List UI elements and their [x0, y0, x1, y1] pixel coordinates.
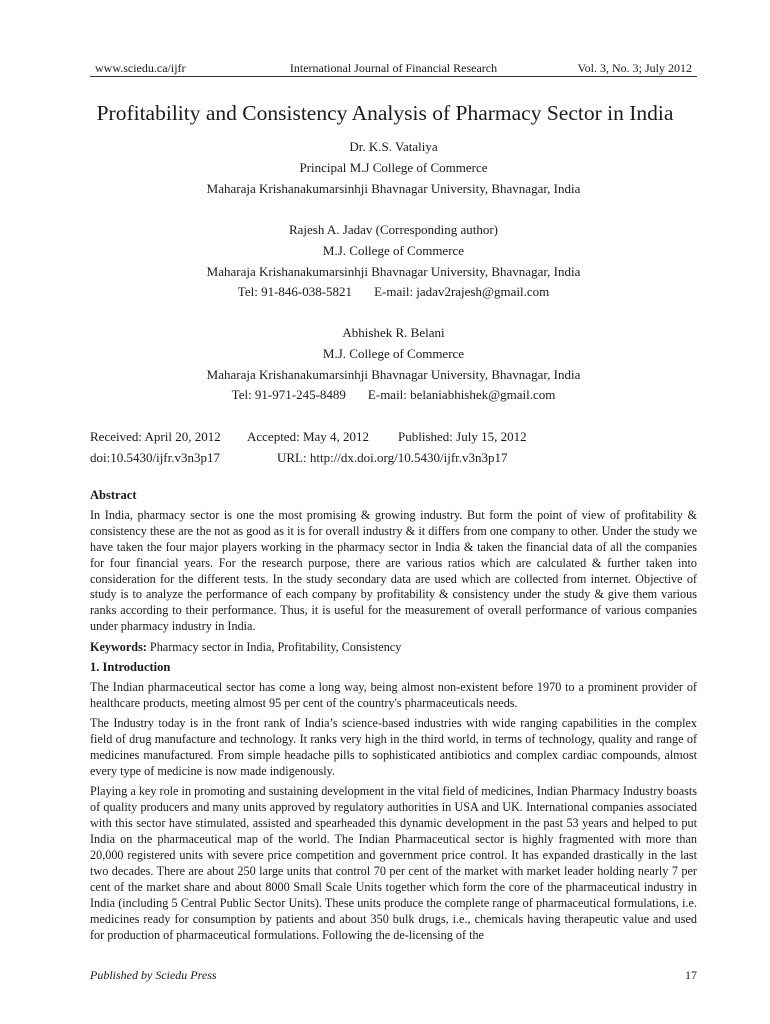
introduction-heading: 1. Introduction — [90, 660, 171, 675]
author-name: Rajesh A. Jadav (Corresponding author) — [288, 222, 499, 237]
paper-title: Profitability and Consistency Analysis of Pharmacy Sector in India — [96, 101, 674, 125]
journal-website-link[interactable]: www.sciedu.ca/ijfr — [95, 61, 186, 75]
page-number: 17 — [685, 968, 697, 982]
intro-paragraph: The Indian pharmaceutical sector has come a long way, being almost non-existent before 1970 to a prominent provider of healthcare products, meeting almost 95 per cent of the country's pharmaceuticals needs. — [90, 679, 697, 710]
author-university: Maharaja Krishanakumarsinhji Bhavnagar University, Bhavnagar, India — [206, 180, 581, 196]
author-university: Maharaja Krishanakumarsinhji Bhavnagar University, Bhavnagar, India — [206, 263, 581, 279]
volume-info: Vol. 3, No. 3; July 2012 — [577, 61, 692, 75]
author-block-1 — [90, 137, 697, 199]
author-block-3 — [90, 323, 697, 406]
author-contact — [90, 385, 697, 406]
journal-name: International Journal of Financial Research — [289, 61, 498, 75]
author-affiliation: Principal M.J College of Commerce — [299, 159, 488, 175]
author-affiliation: M.J. College of Commerce — [322, 345, 465, 361]
author-email-link[interactable]: E-mail: belaniabhishek@gmail.com — [367, 387, 556, 403]
doi: doi:10.5430/ijfr.v3n3p17 — [90, 450, 220, 465]
received-date: Received: April 20, 2012 — [90, 429, 221, 444]
publisher: Published by Sciedu Press — [90, 968, 217, 982]
author-tel: Tel: 91-971-245-8489 — [231, 387, 346, 403]
author-tel: Tel: 91-846-038-5821 — [237, 284, 353, 300]
author-block-2 — [90, 220, 697, 303]
abstract-heading: Abstract — [90, 488, 137, 502]
keywords-text: Pharmacy sector in India, Profitability, Consistency — [149, 639, 402, 654]
author-contact — [90, 282, 697, 303]
author-email-link[interactable]: E-mail: jadav2rajesh@gmail.com — [374, 284, 550, 300]
abstract-text: In India, pharmacy sector is one the most promising & growing industry. But form the point of view of profitability & consistency these are the not as good as it is for overall industry & it differs from one company to other. Under the study we have taken the four major players working in the pharmacy sector in India & taken the financial data of all the companies for four financial years. For the research purpose, there are various ratios which are calculated & further taken into consideration for the different tests. In the study secondary data are used which are collected from internet. Objective of study is to analyze the performance of each company by profitability & consistency under the study & give them various ranks according to their performance. Thus, it is useful for the measurement of overall performance of various companies under pharmacy industry in India. — [90, 507, 697, 634]
doi-url-link[interactable]: URL: http://dx.doi.org/10.5430/ijfr.v3n3p17 — [277, 450, 508, 465]
author-affiliation: M.J. College of Commerce — [322, 242, 465, 258]
page-footer — [90, 967, 697, 983]
article-body — [90, 488, 697, 948]
running-head — [90, 60, 697, 77]
intro-paragraph: Playing a key role in promoting and sustaining development in the vital field of medicines, Indian Pharmacy Industry boasts of quality producers and many units approved by regulatory authorities in USA and UK. International companies associated with this sector have stimulated, assisted and spearheaded this dynamic development in the past 53 years and helped to put India on the pharmaceutical map of the world. The Indian Pharmaceutical sector is highly fragmented with more than 20,000 registered units with severe price competition and government price control. It has expanded drastically in the last two decades. There are about 250 large units that control 70 per cent of the market with market leader holding nearly 7 per cent of the market share and about 8000 Small Scale Units together which form the core of the pharmaceutical industry in India (including 5 Central Public Sector Units). These units produce the complete range of pharmaceutical formulations, i.e. medicines ready for consumption by patients and about 350 bulk drugs, i.e., chemicals having therapeutic value and used for production of pharmaceutical formulations. Following the de-licensing of the — [90, 784, 697, 942]
keywords — [90, 640, 697, 656]
published-date: Published: July 15, 2012 — [398, 429, 527, 444]
author-name: Abhishek R. Belani — [342, 325, 445, 340]
accepted-date: Accepted: May 4, 2012 — [247, 429, 370, 444]
intro-paragraph: The Industry today is in the front rank of India’s science-based industries with wide ranging capabilities in the complex field of drug manufacture and technology. It ranks very high in the third world, in terms of technology, quality and range of medicines manufactured. From simple headache pills to sophisticated antibiotics and complex cardiac compounds, almost every type of medicine is now made indigenously. — [90, 716, 697, 778]
author-university: Maharaja Krishanakumarsinhji Bhavnagar University, Bhavnagar, India — [206, 366, 581, 382]
author-name: Dr. K.S. Vataliya — [349, 139, 438, 154]
keywords-label: Keywords: — [90, 639, 147, 654]
